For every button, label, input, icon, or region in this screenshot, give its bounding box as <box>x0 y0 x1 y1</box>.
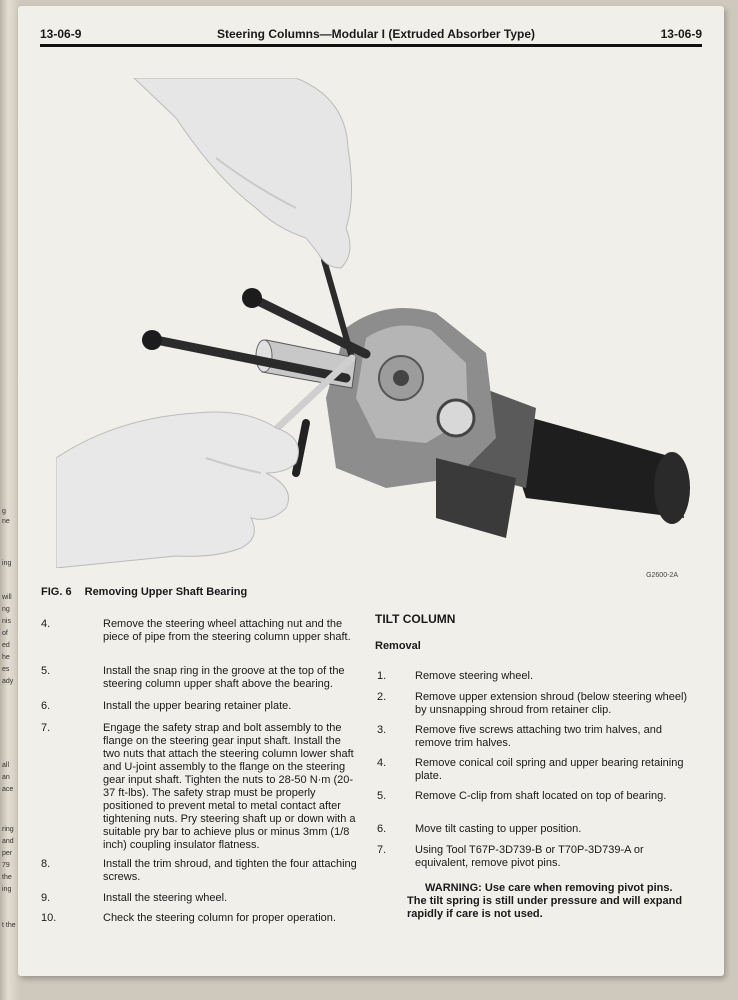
step-text: Remove C-clip from shaft located on top of bearing. <box>415 790 667 802</box>
step-number: 9. <box>41 892 51 904</box>
list-item <box>375 844 693 870</box>
list-item <box>375 691 693 717</box>
list-item <box>41 892 361 905</box>
binding-text-fragment: per <box>2 850 13 857</box>
header-rule <box>40 44 702 47</box>
lower-hand-shape <box>56 412 299 568</box>
step-text: Check the steering column for proper operation. <box>103 912 336 924</box>
warning-note: WARNING: Use care when removing pivot pins. The tilt spring is still under pressure and will expand rapidly if care is not used. <box>407 882 683 920</box>
photo-reference-id: G2600-2A <box>646 572 678 579</box>
list-item <box>41 858 361 884</box>
binding-text-fragment: 79 <box>2 862 10 869</box>
step-number: 5. <box>377 790 387 802</box>
list-item <box>41 912 361 925</box>
step-text: Engage the safety strap and bolt assembly to the flange on the steering gear input shaft. Install the two nuts that attach the steering column lower shaft and U-joint assembly to the flange on the steering gear input shaft. Tighten the nuts to 28-50 N·m (20-37 ft-lbs). The safety strap must be properly positioned to prevent metal to metal contact after tightening nuts. Pry steering shaft up or down with a suitable pry bar to achieve plus or minus 3mm (1/8 inch) coupling insulator flatness. <box>103 722 356 851</box>
step-number: 8. <box>41 858 51 870</box>
binding-text-fragment: ng <box>2 606 10 613</box>
binding-text-fragment: of <box>2 630 8 637</box>
step-number: 4. <box>41 618 51 630</box>
list-item <box>41 618 361 644</box>
step-text: Remove the steering wheel attaching nut and the piece of pipe from the steering column upper shaft. <box>103 618 351 643</box>
binding-text-fragment: ed <box>2 642 10 649</box>
binding-text-fragment: ring <box>2 826 14 833</box>
step-number: 4. <box>377 757 387 769</box>
step-number: 3. <box>377 724 387 736</box>
binding-text-fragment: he <box>2 654 10 661</box>
binding-text-fragment: t the <box>2 922 16 929</box>
step-text: Install the steering wheel. <box>103 892 228 904</box>
step-text: Remove steering wheel. <box>415 670 534 682</box>
binding-text-fragment: and <box>2 838 14 845</box>
list-item <box>41 665 361 691</box>
step-number: 6. <box>377 823 387 835</box>
step-text: Install the trim shroud, and tighten the four attaching screws. <box>103 858 357 883</box>
binding-text-fragment: ne <box>2 518 10 525</box>
step-text: Remove conical coil spring and upper bearing retaining plate. <box>415 757 684 782</box>
section-heading: TILT COLUMN <box>375 612 456 626</box>
page-number-left: 13-06-9 <box>40 27 82 41</box>
step-text: Move tilt casting to upper position. <box>415 823 582 835</box>
list-item <box>375 757 693 783</box>
list-item <box>375 724 693 750</box>
binding-text-fragment: nis <box>2 618 11 625</box>
upper-hand-shape <box>134 78 352 268</box>
binding-text-fragment: an <box>2 774 10 781</box>
step-number: 6. <box>41 700 51 712</box>
binding-text-fragment: ace <box>2 786 14 793</box>
step-number: 1. <box>377 670 387 682</box>
column-housing-shape <box>326 308 516 538</box>
list-item <box>41 722 361 852</box>
list-item <box>375 790 693 803</box>
subsection-heading: Removal <box>375 640 421 652</box>
binding-text-fragment: ady <box>2 678 14 685</box>
binding-text-fragment: will <box>2 594 12 601</box>
step-text: Remove five screws attaching two trim halves, and remove trim halves. <box>415 724 662 749</box>
list-item <box>41 700 361 713</box>
step-text: Install the upper bearing retainer plate. <box>103 700 292 712</box>
step-text: Using Tool T67P-3D739-B or T70P-3D739-A or equivalent, remove pivot pins. <box>415 844 644 869</box>
binding-text-fragment: the <box>2 874 12 881</box>
step-number: 10. <box>41 912 57 924</box>
figure-number: FIG. 6 <box>41 586 72 598</box>
manual-page <box>18 6 724 976</box>
binding-text-fragment: g <box>2 508 6 515</box>
list-item <box>375 670 693 683</box>
step-text: Remove upper extension shroud (below steering wheel) by unsnapping shroud from retainer clip. <box>415 691 688 716</box>
page-number-right: 13-06-9 <box>660 27 702 41</box>
step-number: 2. <box>377 691 387 703</box>
figure-caption-text: Removing Upper Shaft Bearing <box>84 586 248 598</box>
binding-text-fragment: ing <box>2 560 12 567</box>
step-text: Install the snap ring in the groove at the top of the steering column upper shaft above the bearing. <box>103 665 345 690</box>
step-number: 5. <box>41 665 51 677</box>
step-number: 7. <box>377 844 387 856</box>
binding-text-fragment: ing <box>2 886 12 893</box>
step-number: 7. <box>41 722 51 734</box>
binding-text-fragment: es <box>2 666 10 673</box>
adjacent-page-binding <box>0 0 20 1000</box>
figure-caption <box>41 586 247 598</box>
binding-text-fragment: all <box>2 762 10 769</box>
page-title: Steering Columns—Modular I (Extruded Absorber Type) <box>216 27 536 41</box>
steering-column-photo <box>56 78 716 568</box>
list-item <box>375 823 693 836</box>
